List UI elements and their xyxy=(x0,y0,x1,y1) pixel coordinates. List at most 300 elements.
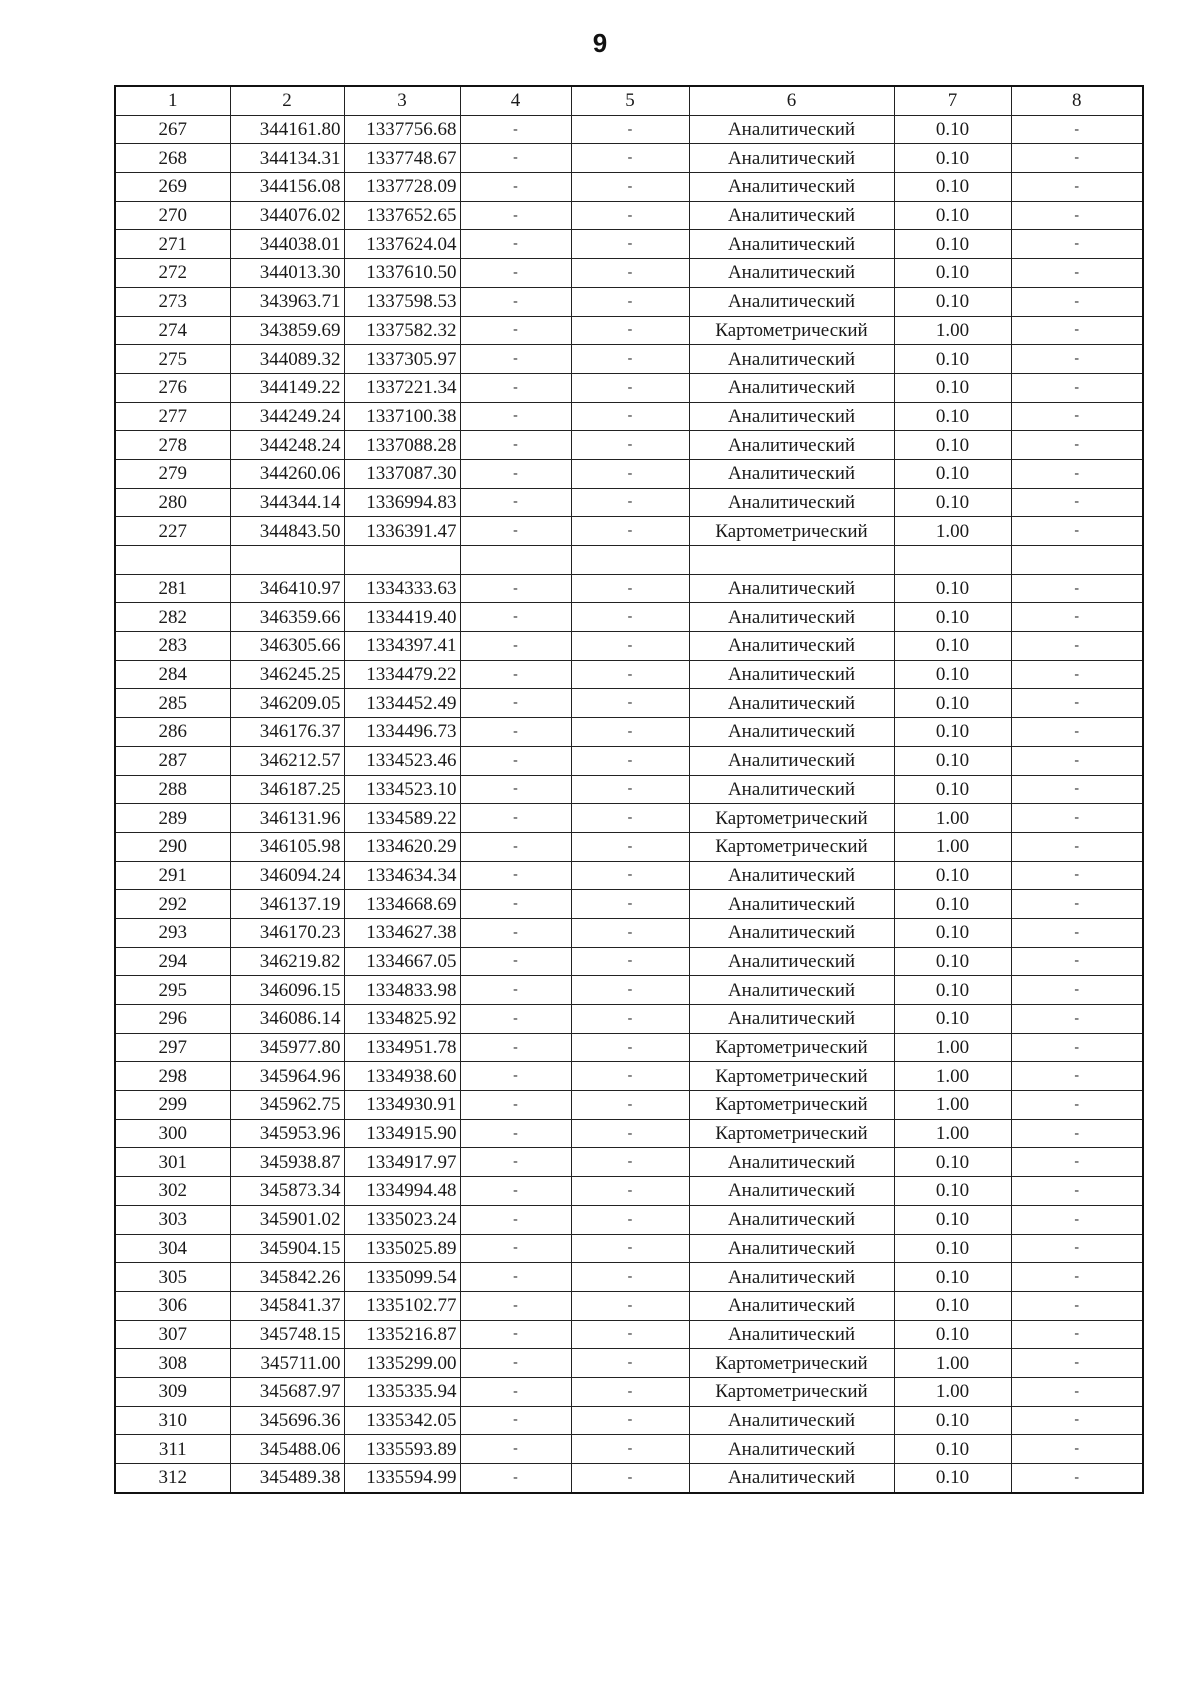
x-coordinate-cell: 344089.32 xyxy=(230,345,344,374)
accuracy-cell: 0.10 xyxy=(894,1435,1011,1464)
method-cell: Аналитический xyxy=(689,431,894,460)
column-8-cell: - xyxy=(1011,373,1143,402)
x-coordinate-cell: 346187.25 xyxy=(230,775,344,804)
method-cell: Аналитический xyxy=(689,660,894,689)
table-row xyxy=(115,373,1143,402)
column-5-cell: - xyxy=(571,574,689,603)
y-coordinate-cell: 1335299.00 xyxy=(344,1349,460,1378)
column-8-cell: - xyxy=(1011,459,1143,488)
x-coordinate-cell: 344344.14 xyxy=(230,488,344,517)
method-cell: Аналитический xyxy=(689,861,894,890)
column-5-cell: - xyxy=(571,1464,689,1493)
table-row xyxy=(115,574,1143,603)
table-row xyxy=(115,1464,1143,1493)
method-cell: Аналитический xyxy=(689,918,894,947)
column-4-cell: - xyxy=(460,517,571,546)
x-coordinate-cell: 344038.01 xyxy=(230,230,344,259)
column-4-cell: - xyxy=(460,632,571,661)
y-coordinate-cell: 1334452.49 xyxy=(344,689,460,718)
method-cell: Аналитический xyxy=(689,259,894,288)
point-number-cell: 303 xyxy=(115,1205,230,1234)
column-5-cell: - xyxy=(571,459,689,488)
column-5-cell: - xyxy=(571,373,689,402)
x-coordinate-cell: 345904.15 xyxy=(230,1234,344,1263)
accuracy-cell: 0.10 xyxy=(894,976,1011,1005)
accuracy-cell: 0.10 xyxy=(894,1205,1011,1234)
column-4-cell: - xyxy=(460,1464,571,1493)
accuracy-cell: 0.10 xyxy=(894,1148,1011,1177)
point-number-cell: 283 xyxy=(115,632,230,661)
column-header-2: 2 xyxy=(230,86,344,115)
column-4-cell: - xyxy=(460,287,571,316)
y-coordinate-cell: 1334667.05 xyxy=(344,947,460,976)
y-coordinate-cell: 1334419.40 xyxy=(344,603,460,632)
point-number-cell: 297 xyxy=(115,1033,230,1062)
column-8-cell: - xyxy=(1011,1177,1143,1206)
column-4-cell: - xyxy=(460,201,571,230)
column-5-cell: - xyxy=(571,890,689,919)
y-coordinate-cell: 1334523.10 xyxy=(344,775,460,804)
y-coordinate-cell: 1334825.92 xyxy=(344,1005,460,1034)
table-row xyxy=(115,431,1143,460)
x-coordinate-cell: 344260.06 xyxy=(230,459,344,488)
x-coordinate-cell: 346209.05 xyxy=(230,689,344,718)
table-row xyxy=(115,1091,1143,1120)
point-number-cell: 291 xyxy=(115,861,230,890)
column-4-cell: - xyxy=(460,1062,571,1091)
method-cell: Аналитический xyxy=(689,1320,894,1349)
y-coordinate-cell: 1334397.41 xyxy=(344,632,460,661)
column-8-cell: - xyxy=(1011,316,1143,345)
column-5-cell: - xyxy=(571,259,689,288)
point-number-cell: 292 xyxy=(115,890,230,919)
y-coordinate-cell: 1334627.38 xyxy=(344,918,460,947)
y-coordinate-cell: 1335335.94 xyxy=(344,1377,460,1406)
column-5-cell: - xyxy=(571,1291,689,1320)
method-cell: Аналитический xyxy=(689,1406,894,1435)
point-number-cell: 308 xyxy=(115,1349,230,1378)
y-coordinate-cell: 1336994.83 xyxy=(344,488,460,517)
column-8-cell: - xyxy=(1011,173,1143,202)
table-row xyxy=(115,1320,1143,1349)
column-8-cell: - xyxy=(1011,1062,1143,1091)
accuracy-cell: 1.00 xyxy=(894,1377,1011,1406)
column-8-cell: - xyxy=(1011,431,1143,460)
accuracy-cell: 0.10 xyxy=(894,201,1011,230)
column-4-cell: - xyxy=(460,804,571,833)
column-5-cell: - xyxy=(571,832,689,861)
x-coordinate-cell: 346176.37 xyxy=(230,718,344,747)
accuracy-cell: 0.10 xyxy=(894,1406,1011,1435)
point-number-cell: 277 xyxy=(115,402,230,431)
x-coordinate-cell: 344149.22 xyxy=(230,373,344,402)
column-5-cell: - xyxy=(571,603,689,632)
column-5-cell: - xyxy=(571,861,689,890)
method-cell: Картометрический xyxy=(689,1062,894,1091)
column-5-cell: - xyxy=(571,1033,689,1062)
table-row xyxy=(115,1205,1143,1234)
table-row xyxy=(115,890,1143,919)
method-cell: Аналитический xyxy=(689,1177,894,1206)
table-row xyxy=(115,861,1143,890)
method-cell: Аналитический xyxy=(689,144,894,173)
table-row xyxy=(115,1435,1143,1464)
y-coordinate-cell: 1337305.97 xyxy=(344,345,460,374)
table-row xyxy=(115,603,1143,632)
accuracy-cell: 0.10 xyxy=(894,660,1011,689)
point-number-cell: 293 xyxy=(115,918,230,947)
column-8-cell: - xyxy=(1011,1349,1143,1378)
column-5-cell: - xyxy=(571,1349,689,1378)
accuracy-cell: 0.10 xyxy=(894,488,1011,517)
column-4-cell: - xyxy=(460,1377,571,1406)
column-4-cell: - xyxy=(460,488,571,517)
point-number-cell: 272 xyxy=(115,259,230,288)
method-cell: Аналитический xyxy=(689,1005,894,1034)
table-row xyxy=(115,459,1143,488)
point-number-cell: 298 xyxy=(115,1062,230,1091)
table-header-row xyxy=(115,86,1143,115)
x-coordinate-cell: 345962.75 xyxy=(230,1091,344,1120)
y-coordinate-cell: 1334479.22 xyxy=(344,660,460,689)
table-row xyxy=(115,345,1143,374)
column-5-cell: - xyxy=(571,976,689,1005)
point-number-cell: 279 xyxy=(115,459,230,488)
accuracy-cell: 1.00 xyxy=(894,517,1011,546)
point-number-cell: 278 xyxy=(115,431,230,460)
column-4-cell: - xyxy=(460,574,571,603)
column-header-4: 4 xyxy=(460,86,571,115)
point-number-cell: 307 xyxy=(115,1320,230,1349)
point-number-cell: 276 xyxy=(115,373,230,402)
point-number-cell: 285 xyxy=(115,689,230,718)
table-row xyxy=(115,316,1143,345)
table-row xyxy=(115,1349,1143,1378)
table-row xyxy=(115,1177,1143,1206)
column-4-cell xyxy=(460,546,571,575)
accuracy-cell: 0.10 xyxy=(894,1234,1011,1263)
point-number-cell: 301 xyxy=(115,1148,230,1177)
accuracy-cell: 1.00 xyxy=(894,1119,1011,1148)
column-8-cell: - xyxy=(1011,230,1143,259)
method-cell: Аналитический xyxy=(689,689,894,718)
method-cell: Аналитический xyxy=(689,976,894,1005)
table-row xyxy=(115,1234,1143,1263)
column-5-cell xyxy=(571,546,689,575)
x-coordinate-cell: 346170.23 xyxy=(230,918,344,947)
y-coordinate-cell: 1334589.22 xyxy=(344,804,460,833)
table-row xyxy=(115,660,1143,689)
table-row xyxy=(115,832,1143,861)
y-coordinate-cell: 1337221.34 xyxy=(344,373,460,402)
column-8-cell: - xyxy=(1011,1148,1143,1177)
column-5-cell: - xyxy=(571,173,689,202)
x-coordinate-cell: 345977.80 xyxy=(230,1033,344,1062)
point-number-cell: 284 xyxy=(115,660,230,689)
point-number-cell: 269 xyxy=(115,173,230,202)
accuracy-cell: 0.10 xyxy=(894,1320,1011,1349)
method-cell: Аналитический xyxy=(689,287,894,316)
column-8-cell: - xyxy=(1011,1406,1143,1435)
point-number-cell: 309 xyxy=(115,1377,230,1406)
table-row xyxy=(115,718,1143,747)
point-number-cell: 286 xyxy=(115,718,230,747)
y-coordinate-cell: 1334915.90 xyxy=(344,1119,460,1148)
x-coordinate-cell: 345842.26 xyxy=(230,1263,344,1292)
y-coordinate-cell: 1334930.91 xyxy=(344,1091,460,1120)
column-4-cell: - xyxy=(460,144,571,173)
table-row xyxy=(115,1148,1143,1177)
column-5-cell: - xyxy=(571,1005,689,1034)
point-number-cell: 282 xyxy=(115,603,230,632)
column-header-8: 8 xyxy=(1011,86,1143,115)
column-4-cell: - xyxy=(460,1320,571,1349)
point-number-cell: 274 xyxy=(115,316,230,345)
x-coordinate-cell: 346410.97 xyxy=(230,574,344,603)
column-4-cell: - xyxy=(460,230,571,259)
accuracy-cell: 1.00 xyxy=(894,316,1011,345)
table-row xyxy=(115,402,1143,431)
table-row xyxy=(115,1263,1143,1292)
point-number-cell: 306 xyxy=(115,1291,230,1320)
point-number-cell: 271 xyxy=(115,230,230,259)
column-5-cell: - xyxy=(571,1148,689,1177)
column-4-cell: - xyxy=(460,1435,571,1464)
column-5-cell: - xyxy=(571,287,689,316)
column-4-cell: - xyxy=(460,1234,571,1263)
column-4-cell: - xyxy=(460,660,571,689)
y-coordinate-cell: 1337598.53 xyxy=(344,287,460,316)
x-coordinate-cell: 344013.30 xyxy=(230,259,344,288)
y-coordinate-cell: 1334917.97 xyxy=(344,1148,460,1177)
column-4-cell: - xyxy=(460,1091,571,1120)
point-number-cell: 310 xyxy=(115,1406,230,1435)
x-coordinate-cell: 344249.24 xyxy=(230,402,344,431)
column-4-cell: - xyxy=(460,1177,571,1206)
column-8-cell: - xyxy=(1011,402,1143,431)
y-coordinate-cell: 1334333.63 xyxy=(344,574,460,603)
x-coordinate-cell: 345873.34 xyxy=(230,1177,344,1206)
table-row xyxy=(115,259,1143,288)
method-cell: Картометрический xyxy=(689,1033,894,1062)
table-row xyxy=(115,517,1143,546)
column-8-cell: - xyxy=(1011,1033,1143,1062)
method-cell: Аналитический xyxy=(689,574,894,603)
y-coordinate-cell: 1335593.89 xyxy=(344,1435,460,1464)
method-cell: Аналитический xyxy=(689,775,894,804)
column-8-cell: - xyxy=(1011,144,1143,173)
method-cell: Аналитический xyxy=(689,1263,894,1292)
method-cell: Аналитический xyxy=(689,488,894,517)
accuracy-cell: 0.10 xyxy=(894,718,1011,747)
column-8-cell: - xyxy=(1011,1291,1143,1320)
x-coordinate-cell: 346131.96 xyxy=(230,804,344,833)
column-4-cell: - xyxy=(460,890,571,919)
column-8-cell: - xyxy=(1011,660,1143,689)
point-number-cell: 296 xyxy=(115,1005,230,1034)
column-4-cell: - xyxy=(460,1406,571,1435)
x-coordinate-cell: 346212.57 xyxy=(230,746,344,775)
column-5-cell: - xyxy=(571,402,689,431)
accuracy-cell: 0.10 xyxy=(894,632,1011,661)
column-8-cell: - xyxy=(1011,574,1143,603)
x-coordinate-cell: 346086.14 xyxy=(230,1005,344,1034)
table-row xyxy=(115,1033,1143,1062)
column-header-3: 3 xyxy=(344,86,460,115)
column-header-5: 5 xyxy=(571,86,689,115)
table-row xyxy=(115,115,1143,144)
y-coordinate-cell: 1334634.34 xyxy=(344,861,460,890)
y-coordinate-cell: 1335594.99 xyxy=(344,1464,460,1493)
method-cell xyxy=(689,546,894,575)
table-row xyxy=(115,918,1143,947)
column-8-cell: - xyxy=(1011,918,1143,947)
table-body xyxy=(115,115,1143,1493)
x-coordinate-cell: 345748.15 xyxy=(230,1320,344,1349)
method-cell: Аналитический xyxy=(689,1435,894,1464)
column-8-cell xyxy=(1011,546,1143,575)
column-5-cell: - xyxy=(571,1119,689,1148)
x-coordinate-cell: 344248.24 xyxy=(230,431,344,460)
accuracy-cell: 0.10 xyxy=(894,574,1011,603)
accuracy-cell: 0.10 xyxy=(894,775,1011,804)
y-coordinate-cell: 1335342.05 xyxy=(344,1406,460,1435)
x-coordinate-cell: 344843.50 xyxy=(230,517,344,546)
accuracy-cell: 0.10 xyxy=(894,259,1011,288)
accuracy-cell: 0.10 xyxy=(894,603,1011,632)
page-number: 9 xyxy=(592,28,608,58)
column-4-cell: - xyxy=(460,775,571,804)
x-coordinate-cell: 343859.69 xyxy=(230,316,344,345)
y-coordinate-cell: 1335023.24 xyxy=(344,1205,460,1234)
column-8-cell: - xyxy=(1011,976,1143,1005)
accuracy-cell: 0.10 xyxy=(894,890,1011,919)
y-coordinate-cell: 1334994.48 xyxy=(344,1177,460,1206)
column-8-cell: - xyxy=(1011,689,1143,718)
y-coordinate-cell: 1334523.46 xyxy=(344,746,460,775)
column-4-cell: - xyxy=(460,173,571,202)
column-4-cell: - xyxy=(460,316,571,345)
method-cell: Аналитический xyxy=(689,1464,894,1493)
y-coordinate-cell: 1337728.09 xyxy=(344,173,460,202)
accuracy-cell: 0.10 xyxy=(894,918,1011,947)
method-cell: Аналитический xyxy=(689,402,894,431)
column-4-cell: - xyxy=(460,918,571,947)
column-5-cell: - xyxy=(571,947,689,976)
column-4-cell: - xyxy=(460,402,571,431)
accuracy-cell: 0.10 xyxy=(894,861,1011,890)
y-coordinate-cell: 1334833.98 xyxy=(344,976,460,1005)
table-row xyxy=(115,144,1143,173)
table-row xyxy=(115,287,1143,316)
method-cell: Аналитический xyxy=(689,201,894,230)
table-row xyxy=(115,1377,1143,1406)
table-row xyxy=(115,775,1143,804)
point-number-cell: 273 xyxy=(115,287,230,316)
column-5-cell: - xyxy=(571,746,689,775)
point-number-cell: 287 xyxy=(115,746,230,775)
column-8-cell: - xyxy=(1011,947,1143,976)
column-8-cell: - xyxy=(1011,1435,1143,1464)
x-coordinate-cell: 346219.82 xyxy=(230,947,344,976)
point-number-cell: 312 xyxy=(115,1464,230,1493)
method-cell: Картометрический xyxy=(689,517,894,546)
accuracy-cell: 1.00 xyxy=(894,804,1011,833)
y-coordinate-cell: 1337756.68 xyxy=(344,115,460,144)
y-coordinate-cell: 1337100.38 xyxy=(344,402,460,431)
method-cell: Аналитический xyxy=(689,890,894,919)
point-number-cell: 295 xyxy=(115,976,230,1005)
x-coordinate-cell: 344076.02 xyxy=(230,201,344,230)
method-cell: Картометрический xyxy=(689,1091,894,1120)
column-4-cell: - xyxy=(460,1349,571,1378)
column-8-cell: - xyxy=(1011,1091,1143,1120)
method-cell: Картометрический xyxy=(689,1349,894,1378)
column-5-cell: - xyxy=(571,918,689,947)
column-8-cell: - xyxy=(1011,890,1143,919)
point-number-cell: 299 xyxy=(115,1091,230,1120)
column-4-cell: - xyxy=(460,947,571,976)
column-8-cell: - xyxy=(1011,488,1143,517)
column-8-cell: - xyxy=(1011,1263,1143,1292)
y-coordinate-cell: 1334496.73 xyxy=(344,718,460,747)
column-4-cell: - xyxy=(460,345,571,374)
x-coordinate-cell: 345489.38 xyxy=(230,1464,344,1493)
column-8-cell: - xyxy=(1011,517,1143,546)
y-coordinate-cell: 1337624.04 xyxy=(344,230,460,259)
column-4-cell: - xyxy=(460,1005,571,1034)
column-4-cell: - xyxy=(460,1263,571,1292)
x-coordinate-cell: 346305.66 xyxy=(230,632,344,661)
y-coordinate-cell: 1337087.30 xyxy=(344,459,460,488)
column-8-cell: - xyxy=(1011,603,1143,632)
y-coordinate-cell: 1334938.60 xyxy=(344,1062,460,1091)
accuracy-cell: 1.00 xyxy=(894,1062,1011,1091)
x-coordinate-cell: 345901.02 xyxy=(230,1205,344,1234)
column-header-7: 7 xyxy=(894,86,1011,115)
accuracy-cell: 0.10 xyxy=(894,173,1011,202)
method-cell: Картометрический xyxy=(689,1119,894,1148)
point-number-cell: 275 xyxy=(115,345,230,374)
method-cell: Аналитический xyxy=(689,632,894,661)
table-row xyxy=(115,230,1143,259)
x-coordinate-cell xyxy=(230,546,344,575)
x-coordinate-cell: 345687.97 xyxy=(230,1377,344,1406)
y-coordinate-cell: 1334668.69 xyxy=(344,890,460,919)
method-cell: Картометрический xyxy=(689,804,894,833)
column-5-cell: - xyxy=(571,316,689,345)
table-row xyxy=(115,804,1143,833)
column-8-cell: - xyxy=(1011,201,1143,230)
column-5-cell: - xyxy=(571,1062,689,1091)
accuracy-cell: 0.10 xyxy=(894,459,1011,488)
column-header-6: 6 xyxy=(689,86,894,115)
x-coordinate-cell: 345938.87 xyxy=(230,1148,344,1177)
accuracy-cell: 0.10 xyxy=(894,947,1011,976)
column-4-cell: - xyxy=(460,976,571,1005)
point-number-cell: 280 xyxy=(115,488,230,517)
point-number-cell: 294 xyxy=(115,947,230,976)
point-number-cell: 290 xyxy=(115,832,230,861)
y-coordinate-cell: 1335099.54 xyxy=(344,1263,460,1292)
y-coordinate-cell: 1337652.65 xyxy=(344,201,460,230)
column-5-cell: - xyxy=(571,660,689,689)
column-8-cell: - xyxy=(1011,804,1143,833)
column-8-cell: - xyxy=(1011,259,1143,288)
y-coordinate-cell: 1335025.89 xyxy=(344,1234,460,1263)
accuracy-cell: 0.10 xyxy=(894,115,1011,144)
column-4-cell: - xyxy=(460,689,571,718)
